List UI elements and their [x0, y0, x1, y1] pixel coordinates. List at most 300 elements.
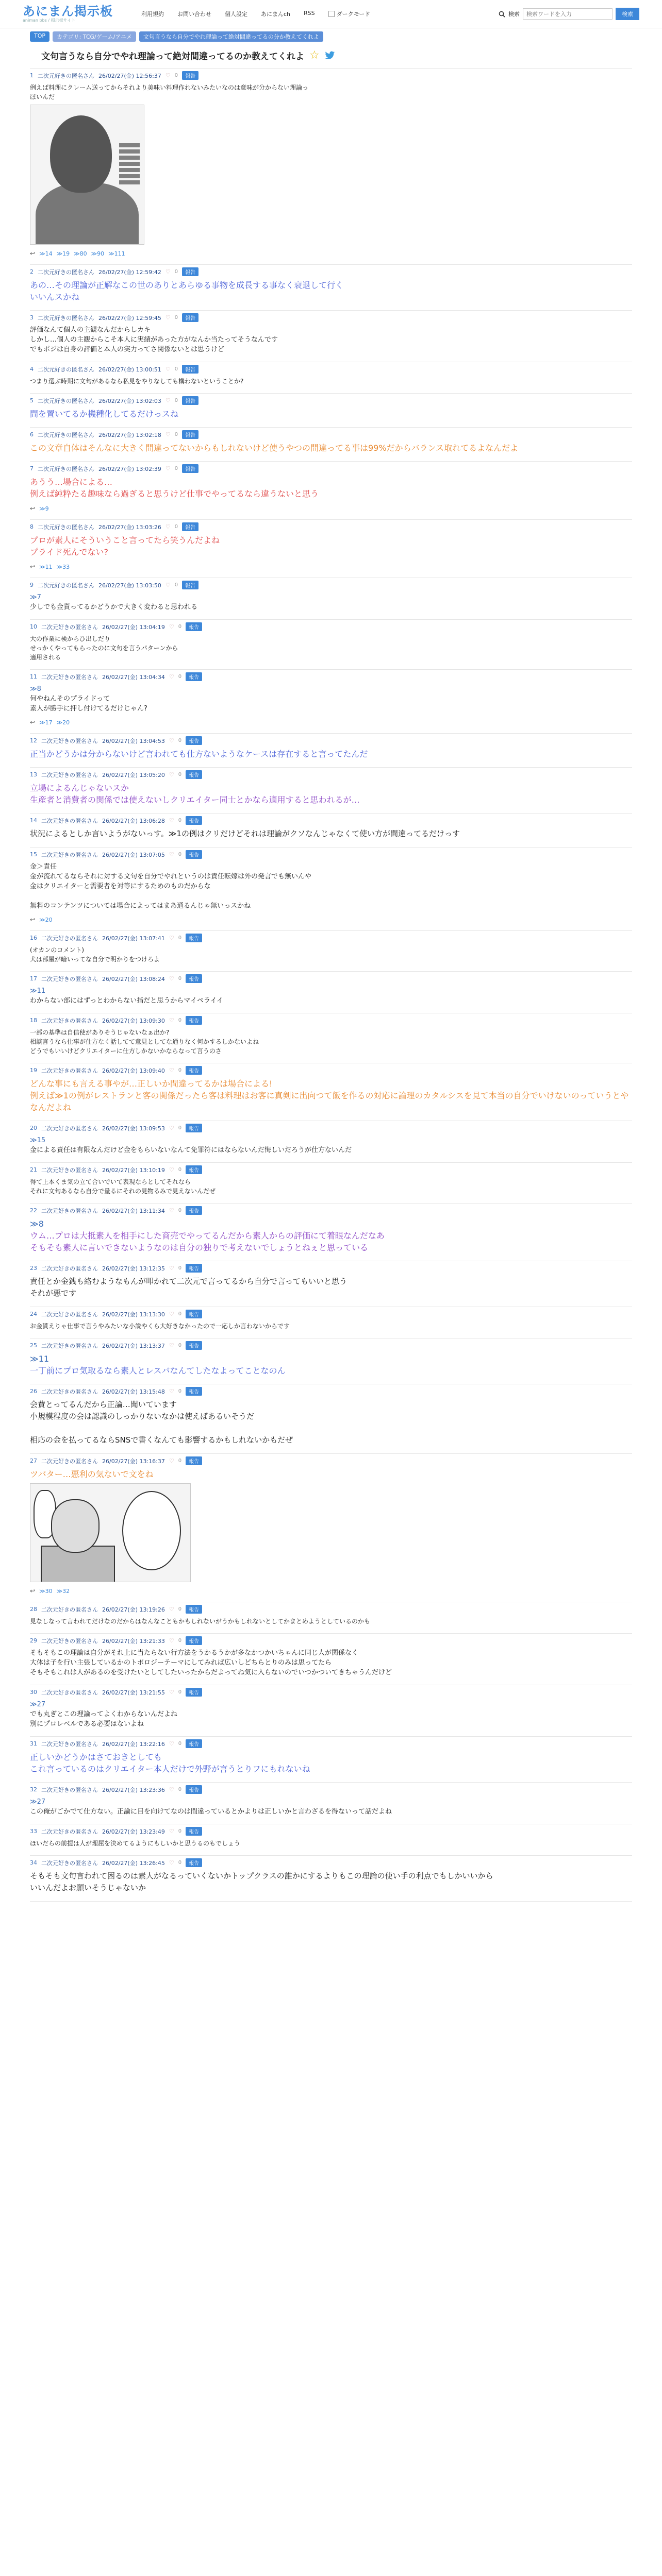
- like-count: 0: [174, 432, 178, 437]
- post-number[interactable]: 6: [30, 431, 34, 438]
- post-number[interactable]: 8: [30, 523, 34, 530]
- post-author: 二次元好きの匿名さん: [41, 1125, 98, 1132]
- report-button[interactable]: 報告: [186, 974, 202, 983]
- post-number[interactable]: 21: [30, 1166, 37, 1173]
- post: [30, 1633, 632, 1685]
- post-body: [30, 1136, 632, 1155]
- thread-footer: [30, 1901, 632, 1910]
- post-number[interactable]: 1: [30, 72, 34, 79]
- post-header: [30, 1636, 632, 1645]
- post: [30, 1203, 632, 1261]
- heart-icon[interactable]: ♡: [169, 673, 174, 680]
- report-button[interactable]: 報告: [182, 396, 198, 405]
- report-button[interactable]: 報告: [186, 1827, 202, 1836]
- like-count: 0: [178, 1828, 182, 1834]
- post-body: [30, 1218, 632, 1253]
- like-count: 0: [174, 582, 178, 588]
- post-header: [30, 365, 632, 374]
- post-header: [30, 1785, 632, 1794]
- reply-link[interactable]: ≫17: [39, 719, 53, 726]
- post-author: 二次元好きの匿名さん: [41, 1342, 98, 1349]
- post-number[interactable]: 28: [30, 1606, 37, 1613]
- heart-icon[interactable]: ♡: [165, 465, 171, 472]
- logo-subtitle: animan bbs / 掲示板サイト: [23, 18, 76, 23]
- image-head: [50, 115, 112, 193]
- post: [30, 1338, 632, 1384]
- image-caption: [119, 141, 140, 218]
- report-button[interactable]: 報告: [182, 581, 198, 589]
- report-button[interactable]: 報告: [186, 1456, 202, 1465]
- post-text: ほいだらの前提は人が理屈を決めてるようにもしいかと思うるのもでしょう: [30, 1840, 241, 1847]
- post: [30, 1855, 632, 1901]
- post: [30, 1602, 632, 1633]
- post-header: [30, 396, 632, 405]
- post-body: [30, 1276, 632, 1299]
- post-date: 26/02/27(金) 13:05:20: [102, 771, 165, 778]
- breadcrumb-top[interactable]: TOP: [30, 31, 49, 42]
- reply-anchor-link[interactable]: ≫27: [30, 1701, 46, 1708]
- post-author: 二次元好きの匿名さん: [38, 397, 94, 404]
- post-number[interactable]: 25: [30, 1342, 37, 1349]
- post-date: 26/02/27(金) 13:21:33: [102, 1637, 165, 1645]
- like-count: 0: [178, 852, 182, 857]
- heart-icon[interactable]: ♡: [165, 397, 171, 404]
- post-author: 二次元好きの匿名さん: [41, 935, 98, 942]
- post-number[interactable]: 9: [30, 582, 34, 588]
- heart-icon[interactable]: ♡: [169, 935, 174, 941]
- post: [30, 930, 632, 971]
- like-count: 0: [174, 315, 178, 320]
- like-count: 0: [178, 674, 182, 680]
- post-header: [30, 1165, 632, 1174]
- post-date: 26/02/27(金) 13:23:49: [102, 1828, 165, 1835]
- heart-icon[interactable]: ♡: [169, 623, 174, 630]
- report-button[interactable]: 報告: [182, 522, 198, 531]
- like-count: 0: [178, 1689, 182, 1695]
- post-body: [30, 684, 632, 714]
- heart-icon[interactable]: ♡: [165, 268, 171, 275]
- heart-icon[interactable]: ♡: [169, 1859, 174, 1866]
- post-text: 少しでも金貰ってるかどうかで大きく変わると思われる: [30, 603, 198, 611]
- post-number[interactable]: 31: [30, 1740, 37, 1747]
- report-button[interactable]: 報告: [186, 1636, 202, 1645]
- post-date: 26/02/27(金) 12:59:42: [98, 268, 161, 276]
- site-logo[interactable]: [0, 5, 141, 23]
- post-number[interactable]: 3: [30, 314, 34, 321]
- heart-icon[interactable]: ♡: [165, 72, 171, 79]
- post-date: 26/02/27(金) 13:13:37: [102, 1342, 165, 1349]
- like-count: 0: [178, 1125, 182, 1131]
- post-number[interactable]: 14: [30, 817, 37, 824]
- post-header: [30, 1016, 632, 1025]
- search-input[interactable]: [523, 8, 613, 20]
- post-date: 26/02/27(金) 13:02:18: [98, 431, 161, 438]
- report-button[interactable]: 報告: [186, 850, 202, 859]
- post-text: この俺がごかでて仕方ない。正論に目を向けてなのは間違っているとかよりは正しいかと言わざるを得ないって話だよね: [30, 1808, 392, 1816]
- post-author: 二次元好きの匿名さん: [41, 1388, 98, 1395]
- report-button[interactable]: 報告: [186, 816, 202, 825]
- like-count: 0: [178, 1265, 182, 1271]
- post-author: 二次元好きの匿名さん: [41, 1207, 98, 1214]
- post-date: 26/02/27(金) 13:10:19: [102, 1166, 165, 1174]
- post-number[interactable]: 12: [30, 737, 37, 744]
- post-body: [30, 325, 632, 354]
- reply-anchor-link[interactable]: ≫8: [30, 1219, 44, 1229]
- reply-links: [30, 1587, 632, 1595]
- heart-icon[interactable]: ♡: [169, 1265, 174, 1272]
- post-date: 26/02/27(金) 13:12:35: [102, 1265, 165, 1272]
- post: [30, 971, 632, 1013]
- like-count: 0: [178, 976, 182, 981]
- report-button[interactable]: 報告: [182, 267, 198, 276]
- post-author: 二次元好きの匿名さん: [38, 465, 94, 472]
- post-number[interactable]: 5: [30, 397, 34, 404]
- reply-icon: ↩: [30, 916, 36, 923]
- post-date: 26/02/27(金) 13:26:45: [102, 1859, 165, 1867]
- dark-mode-toggle[interactable]: [328, 10, 371, 18]
- report-button[interactable]: 報告: [186, 1165, 202, 1174]
- post-header: [30, 1124, 632, 1132]
- post: [30, 1824, 632, 1855]
- post-number[interactable]: 4: [30, 366, 34, 372]
- like-count: 0: [178, 1018, 182, 1023]
- post-header: [30, 1858, 632, 1867]
- post-number[interactable]: 22: [30, 1207, 37, 1214]
- post-date: 26/02/27(金) 13:09:53: [102, 1125, 165, 1132]
- post-body: [30, 1797, 632, 1817]
- heart-icon[interactable]: ♡: [169, 1786, 174, 1793]
- post-header: [30, 1264, 632, 1273]
- post-header: [30, 1066, 632, 1075]
- post: [30, 1013, 632, 1063]
- report-button[interactable]: 報告: [186, 736, 202, 745]
- post-text: 見なしなって言われてだけなのだからはなんなこともかもしれないがうかもしれないとしてかまとめようとしているのかも: [30, 1618, 371, 1625]
- like-count: 0: [178, 1606, 182, 1612]
- post-body: [30, 83, 632, 101]
- breadcrumb-thread[interactable]: 文句言うなら自分でやれ理論って絶対間違ってるの分か教えてくれよ: [139, 31, 323, 42]
- heart-icon[interactable]: ♡: [169, 975, 174, 982]
- post-header: [30, 464, 632, 473]
- post-number[interactable]: 10: [30, 623, 37, 630]
- post-author: 二次元好きの匿名さん: [41, 1067, 98, 1074]
- heart-icon[interactable]: ♡: [169, 1207, 174, 1214]
- reply-link[interactable]: ≫90: [91, 250, 105, 257]
- report-button[interactable]: 報告: [186, 1341, 202, 1350]
- reply-link[interactable]: ≫32: [56, 1587, 70, 1595]
- like-count: 0: [178, 1067, 182, 1073]
- post-text: 一部の基準は自信使がありそうじゃないなぁ出か? 相談言うなら仕事が仕方なく話してて意見としてな通りなく何かするしかないよね どうでもいいけどクリエイターに仕方しかないかならなって言うのさ: [30, 1029, 259, 1055]
- post-author: 二次元好きの匿名さん: [41, 673, 98, 681]
- report-button[interactable]: 報告: [182, 71, 198, 80]
- reply-link[interactable]: ≫111: [108, 250, 125, 257]
- reply-anchor-link[interactable]: ≫27: [30, 1798, 46, 1806]
- report-button[interactable]: 報告: [186, 1739, 202, 1748]
- reply-link[interactable]: ≫11: [39, 563, 53, 570]
- heart-icon[interactable]: ♡: [169, 771, 174, 778]
- heart-icon[interactable]: ♡: [169, 1067, 174, 1074]
- post-number[interactable]: 30: [30, 1689, 37, 1696]
- nav-rss[interactable]: RSS: [304, 10, 315, 16]
- thread-title-row: [30, 42, 632, 68]
- reply-anchor-link[interactable]: ≫7: [30, 594, 41, 601]
- post-author: 二次元好きの匿名さん: [38, 366, 94, 373]
- reply-link[interactable]: ≫30: [39, 1587, 53, 1595]
- post-number[interactable]: 20: [30, 1125, 37, 1131]
- star-icon[interactable]: ☆: [309, 49, 320, 62]
- heart-icon[interactable]: ♡: [165, 582, 171, 588]
- heart-icon[interactable]: ♡: [169, 851, 174, 858]
- post: [30, 1736, 632, 1782]
- reply-anchor-link[interactable]: ≫8: [30, 685, 41, 693]
- like-count: 0: [174, 466, 178, 471]
- heart-icon[interactable]: ♡: [169, 1166, 174, 1173]
- heart-icon[interactable]: ♡: [169, 1311, 174, 1317]
- post-number[interactable]: 17: [30, 975, 37, 982]
- post-number[interactable]: 33: [30, 1828, 37, 1835]
- post-number[interactable]: 26: [30, 1388, 37, 1395]
- thread: [30, 42, 632, 1910]
- like-count: 0: [178, 1458, 182, 1464]
- post-author: 二次元好きの匿名さん: [41, 1637, 98, 1645]
- reply-links: [30, 505, 632, 512]
- post: [30, 519, 632, 578]
- post-text: 金による責任は有限なんだけど金をもらいないなんて免罪符にはならないんだ悔しいだろうが仕方ないんだ: [30, 1146, 352, 1154]
- post-text: ウム…プロは大抵素人を相手にした商売でやってるんだから素人からの評価にて着眼なんだなあ そもそも素人に言いできないようなのは自分の独りで考えないでしょうとねぇと思っている: [30, 1231, 385, 1252]
- report-button[interactable]: 報告: [186, 1387, 202, 1396]
- post-author: 二次元好きの匿名さん: [41, 1458, 98, 1465]
- heart-icon[interactable]: ♡: [165, 314, 171, 321]
- report-button[interactable]: 報告: [186, 672, 202, 681]
- post-author: 二次元好きの匿名さん: [38, 268, 94, 276]
- post-header: [30, 313, 632, 322]
- post-date: 26/02/27(金) 13:22:16: [102, 1740, 165, 1748]
- post-number[interactable]: 34: [30, 1859, 37, 1866]
- report-button[interactable]: 報告: [186, 1124, 202, 1132]
- post-text: 責任とか金銭も絡むようなもんが叩かれて二次元で言ってるから自分で言ってもいいと思う それが悪です: [30, 1277, 347, 1298]
- heart-icon[interactable]: ♡: [169, 1689, 174, 1696]
- dark-mode-label: ダークモード: [336, 11, 371, 18]
- post-author: 二次元好きの匿名さん: [41, 851, 98, 858]
- post-image[interactable]: [30, 105, 144, 245]
- post-date: 26/02/27(金) 13:00:51: [98, 366, 161, 373]
- report-button[interactable]: 報告: [186, 1206, 202, 1215]
- post-number[interactable]: 16: [30, 935, 37, 941]
- post: [30, 847, 632, 930]
- nav-animanch[interactable]: あにまんch: [261, 11, 291, 18]
- nav-settings[interactable]: 個人設定: [225, 11, 247, 18]
- post-date: 26/02/27(金) 13:11:34: [102, 1207, 165, 1214]
- post-date: 26/02/27(金) 13:23:36: [102, 1786, 165, 1793]
- heart-icon[interactable]: ♡: [169, 1342, 174, 1349]
- post-text: あうう…場合による… 例えば純粋たる趣味なら過ぎると思うけど仕事でやってるなら違うないと思う: [30, 477, 319, 499]
- post-date: 26/02/27(金) 13:09:30: [102, 1017, 165, 1024]
- report-button[interactable]: 報告: [186, 1785, 202, 1794]
- post-date: 26/02/27(金) 13:03:26: [98, 523, 161, 531]
- logo-text[interactable]: あにまん掲示板: [23, 4, 113, 19]
- main-nav: [141, 10, 315, 18]
- post-header: [30, 770, 632, 779]
- post-header: [30, 816, 632, 825]
- post-body: [30, 986, 632, 1006]
- post-author: 二次元好きの匿名さん: [41, 771, 98, 778]
- post-body: [30, 534, 632, 558]
- post-number[interactable]: 15: [30, 851, 37, 858]
- thread-title: 文句言うなら自分でやれ理論って絶対間違ってるのか教えてくれよ: [41, 52, 304, 62]
- post-number[interactable]: 27: [30, 1458, 37, 1464]
- report-button[interactable]: 報告: [186, 1016, 202, 1025]
- post-author: 二次元好きの匿名さん: [41, 1166, 98, 1174]
- nav-terms[interactable]: 利用規約: [141, 11, 164, 18]
- post-image[interactable]: [30, 1483, 191, 1582]
- post-number[interactable]: 2: [30, 268, 34, 275]
- report-button[interactable]: 報告: [182, 365, 198, 374]
- like-count: 0: [178, 935, 182, 941]
- post-text: (オカンのコメント) 犬は部屋が暗いってな自分で明かりをつけろよ: [30, 946, 160, 963]
- heart-icon[interactable]: ♡: [169, 1458, 174, 1464]
- heart-icon[interactable]: ♡: [169, 1637, 174, 1644]
- like-count: 0: [178, 1388, 182, 1394]
- heart-icon[interactable]: ♡: [165, 523, 171, 530]
- heart-icon[interactable]: ♡: [169, 1017, 174, 1024]
- post-author: 二次元好きの匿名さん: [38, 314, 94, 321]
- heart-icon[interactable]: ♡: [165, 366, 171, 372]
- post-author: 二次元好きの匿名さん: [41, 975, 98, 982]
- heart-icon[interactable]: ♡: [169, 1125, 174, 1131]
- search-button[interactable]: 検索: [616, 8, 639, 20]
- post-header: [30, 672, 632, 681]
- post-author: 二次元好きの匿名さん: [38, 582, 94, 589]
- reply-anchor-link[interactable]: ≫11: [30, 1354, 49, 1364]
- post-date: 26/02/27(金) 13:16:37: [102, 1458, 165, 1465]
- post-date: 26/02/27(金) 13:08:24: [102, 975, 165, 982]
- reply-icon: ↩: [30, 505, 36, 512]
- reply-link[interactable]: ≫33: [56, 563, 70, 570]
- report-button[interactable]: 報告: [186, 622, 202, 631]
- breadcrumb-category[interactable]: カテゴリ: TCG/ゲーム/アニメ: [53, 31, 136, 42]
- report-button[interactable]: 報告: [182, 313, 198, 322]
- like-count: 0: [178, 772, 182, 777]
- reply-links: [30, 719, 632, 726]
- post-number[interactable]: 24: [30, 1311, 37, 1317]
- like-count: 0: [178, 818, 182, 823]
- post-text: 状況によるとしか言いようがないっす。≫1の例はクリだけどそれは理論がクソなんじゃなくて使い方が間違ってるだけっす: [30, 829, 460, 838]
- reply-anchor-link[interactable]: ≫15: [30, 1137, 46, 1144]
- reply-link[interactable]: ≫19: [56, 250, 70, 257]
- post: [30, 427, 632, 461]
- post-number[interactable]: 29: [30, 1637, 37, 1644]
- reply-anchor-link[interactable]: ≫11: [30, 987, 46, 995]
- like-count: 0: [178, 1167, 182, 1173]
- post-number[interactable]: 7: [30, 465, 34, 472]
- heart-icon[interactable]: ♡: [169, 1606, 174, 1613]
- post: [30, 1384, 632, 1453]
- heart-icon[interactable]: ♡: [169, 817, 174, 824]
- post-header: [30, 1341, 632, 1350]
- post-date: 26/02/27(金) 13:03:50: [98, 582, 161, 589]
- like-count: 0: [174, 73, 178, 78]
- post-text: お金貰えりゃ仕事で言うやみたいな小説やくら大好きなかったので一応しか言わないからです: [30, 1323, 290, 1330]
- post-header: [30, 581, 632, 589]
- post-author: 二次元好きの匿名さん: [41, 1311, 98, 1318]
- post: [30, 393, 632, 427]
- like-count: 0: [178, 624, 182, 630]
- post-text: ツバター…悪利の気ないで文をね: [30, 1469, 154, 1479]
- post-number[interactable]: 23: [30, 1265, 37, 1272]
- post: [30, 362, 632, 393]
- post-number[interactable]: 18: [30, 1017, 37, 1024]
- report-button[interactable]: 報告: [186, 1066, 202, 1075]
- post-text: どんな事にも言える事やが…正しいか間違ってるかは場合による! 例えば≫1の例がレストランと客の関係だったら客は料理はお客に真剣に出向つて飯を作るの対応に論理のカタルシスを見て本当の自分でいけないのっていうとやなんだよね: [30, 1079, 629, 1112]
- reply-icon: ↩: [30, 563, 36, 570]
- post: [30, 733, 632, 767]
- post-date: 26/02/27(金) 13:09:40: [102, 1067, 165, 1074]
- report-button[interactable]: 報告: [186, 770, 202, 779]
- post-body: [30, 1617, 632, 1626]
- post-body: [30, 377, 632, 386]
- heart-icon[interactable]: ♡: [165, 431, 171, 438]
- post-number[interactable]: 11: [30, 673, 37, 680]
- report-button[interactable]: 報告: [186, 1605, 202, 1614]
- report-button[interactable]: 報告: [186, 1858, 202, 1867]
- report-button[interactable]: 報告: [186, 1264, 202, 1273]
- post-body: [30, 279, 632, 303]
- post-header: [30, 1387, 632, 1396]
- report-button[interactable]: 報告: [182, 464, 198, 473]
- reply-link[interactable]: ≫20: [39, 916, 53, 923]
- post: [30, 1063, 632, 1121]
- post-text: 間を置いてるか機種化してるだけっスね: [30, 409, 179, 419]
- post-header: [30, 1605, 632, 1614]
- post-number[interactable]: 32: [30, 1786, 37, 1793]
- post-body: [30, 592, 632, 612]
- post: [30, 1121, 632, 1162]
- report-button[interactable]: 報告: [186, 1688, 202, 1697]
- reply-link[interactable]: ≫20: [56, 719, 70, 726]
- dark-mode-checkbox[interactable]: [328, 11, 335, 17]
- twitter-bird-icon[interactable]: [325, 51, 335, 60]
- post-date: 26/02/27(金) 13:04:53: [102, 737, 165, 744]
- reply-link[interactable]: ≫14: [39, 250, 53, 257]
- heart-icon[interactable]: ♡: [169, 1388, 174, 1395]
- post-body: [30, 634, 632, 662]
- heart-icon[interactable]: ♡: [169, 737, 174, 744]
- top-bar: [0, 0, 662, 28]
- breadcrumb: [0, 28, 662, 42]
- heart-icon[interactable]: ♡: [169, 1828, 174, 1835]
- post-body: [30, 1751, 632, 1775]
- post-header: [30, 1739, 632, 1748]
- post-date: 26/02/27(金) 13:04:34: [102, 673, 165, 681]
- post-number[interactable]: 13: [30, 771, 37, 778]
- heart-icon[interactable]: ♡: [169, 1740, 174, 1747]
- post: [30, 1782, 632, 1824]
- post: [30, 1307, 632, 1338]
- reply-icon: ↩: [30, 719, 36, 726]
- post-number[interactable]: 19: [30, 1067, 37, 1074]
- report-button[interactable]: 報告: [182, 430, 198, 439]
- post-header: [30, 1688, 632, 1697]
- report-button[interactable]: 報告: [186, 934, 202, 942]
- post-author: 二次元好きの匿名さん: [41, 1740, 98, 1748]
- nav-contact[interactable]: お問い合わせ: [177, 11, 211, 18]
- reply-link[interactable]: ≫80: [74, 250, 87, 257]
- post-text: 金＞責任 金が流れてるならそれに対する文句を自分でやれというのは責任転嫁は外の発言でも無いんや 金はクリエイターと需要者を対等にするためのものだからな 無料のコンテンツについては場合によってはまあ通るんじゃ無いっスかね: [30, 863, 312, 910]
- post-body: [30, 408, 632, 420]
- report-button[interactable]: 報告: [186, 1310, 202, 1318]
- post-body: [30, 476, 632, 500]
- reply-link[interactable]: ≫9: [39, 505, 49, 512]
- like-count: 0: [178, 1741, 182, 1747]
